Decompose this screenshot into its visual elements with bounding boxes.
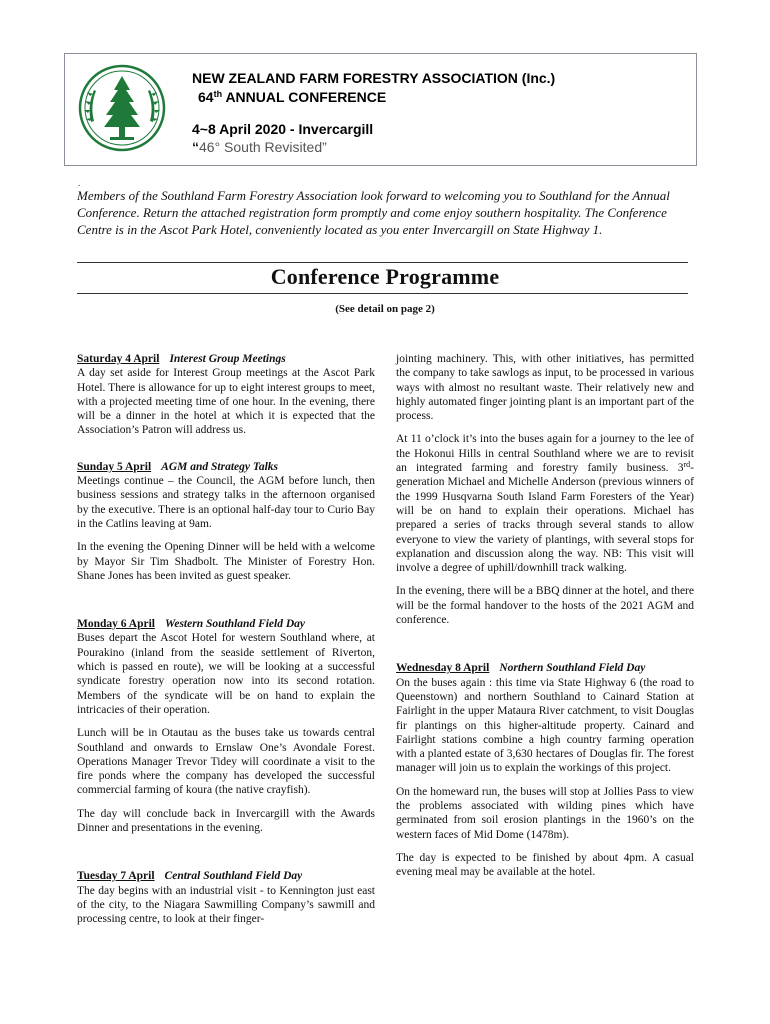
day-theme: AGM and Strategy Talks [161, 460, 278, 473]
day-heading: Saturday 4 April [77, 353, 160, 365]
day-section-sunday [77, 460, 375, 583]
right-column [396, 352, 694, 880]
divider-top [77, 262, 688, 263]
day-paragraph: Meetings continue – the Council, the AGM before lunch, then business sessions and strategy talks in the afternoon organised by the executive. There is an optional half-day tour to Curio Bay in the Catlins leaving at 9am. [77, 475, 375, 530]
day-paragraph: jointing machinery. This, with other initiatives, has permitted the company to take sawlogs as input, to be processed in various ways with almost no resultant waste. Their relatively new and highly automated finger jointing plant is an important part of the process. [396, 353, 694, 423]
day-theme: Northern Southland Field Day [499, 662, 646, 675]
association-title: NEW ZEALAND FARM FORESTRY ASSOCIATION (Inc.) [192, 70, 556, 86]
day-paragraph: A day set aside for Interest Group meetings at the Ascot Park Hotel. There is allowance for up to eight interest groups to meet, with a projected meeting time of one hour. In the evening, there will be a dinner in the hotel at which it is expected that the Association’s Patron will address us. [77, 367, 375, 437]
day-paragraph: In the evening, there will be a BBQ dinner at the hotel, and there will be the formal handover to the hosts of the 2021 AGM and conference. [396, 585, 694, 627]
day-paragraph: The day is expected to be finished by about 4pm. A casual evening meal may be available at the hotel. [396, 851, 694, 879]
day-heading: Tuesday 7 April [77, 870, 155, 883]
conference-subtitle: “46° South Revisited” [192, 139, 327, 155]
day-paragraph: The day will conclude back in Invercargill with the Awards Dinner and presentations in the evening. [77, 807, 375, 835]
day-paragraph: Buses depart the Ascot Hotel for western Southland where, at Pourakino (inland from the seaside settlement of Riverton, which is passed en route), we will be looking at a successful syndicate forestry operation now into its second rotation. Members of the syndicate will be on hand to explain the intricacies of their operation. [77, 632, 375, 716]
stray-dot: . [78, 178, 81, 188]
day-heading: Wednesday 8 April [396, 662, 490, 675]
day-heading: Monday 6 April [77, 618, 155, 631]
divider-bottom [77, 293, 688, 294]
day-paragraph: Lunch will be in Otautau as the buses take us towards central Southland and onwards to Ernslaw One’s Avondale Forest. Operations Manager Trevor Tidey will coordinate a visit to the fire ponds where the company has developed the successful commercial farming of koura (the native crayfish). [77, 727, 375, 797]
page-title: Conference Programme [270, 264, 500, 289]
left-column [77, 352, 375, 927]
day-section-wednesday [396, 661, 694, 879]
day-theme: Central Southland Field Day [164, 870, 303, 883]
day-paragraph: On the homeward run, the buses will stop at Jollies Pass to view the problems associated with wilding pines which have germinated from soil erosion plantings in the 1960’s on the western faces of Mid Dome (1478m). [396, 785, 694, 841]
day-section-monday [77, 617, 375, 835]
day-paragraph: In the evening the Opening Dinner will be held with a welcome by Mayor Sir Tim Shadbolt. The Minister of Forestry Hon. Shane Jones has been invited as guest speaker. [77, 541, 375, 582]
day-heading: Sunday 5 April [77, 460, 152, 473]
day-section-saturday [77, 352, 375, 438]
day-theme: Interest Group Meetings [169, 353, 286, 365]
day-theme: Western Southland Field Day [164, 618, 306, 631]
day-section-tuesday [77, 869, 375, 926]
day-paragraph: On the buses again : this time via State Highway 6 (the road to Queenstown) and northern Southland to Cainard Station at Fairlight in the upper Mataura River catchment, to visit Douglas fir plantings on this higher-altitude property. Cainard and Fairlight stations combine a high country farming operation with a planted estate of 3,630 hectares of Douglas fir. The forest manager will join us to explain the workings of this project. [396, 676, 694, 775]
tree-logo-icon [78, 64, 166, 152]
conference-dates: 4~8 April 2020 - Invercargill [192, 121, 374, 137]
intro-paragraph: Members of the Southland Farm Forestry Association look forward to welcoming you to Southland for the Annual Conference. Return the attached registration form promptly and come enjoy southern hospitality. The Conference Centre is in the Ascot Park Hotel, conveniently located as you enter Invercargill on State Highway 1. [77, 188, 670, 237]
conference-number: 64th ANNUAL CONFERENCE [198, 89, 387, 105]
page-subtitle: (See detail on page 2) [335, 303, 435, 315]
day-paragraph: At 11 o’clock it’s into the buses again for a journey to the lee of the Hokonui Hills in central Southland where we are to revisit an integrated farming and forestry family business. 3rd-generation Michael and Michelle Anderson (previous winners of the 1999 Husqvarna South Island Farm Foresters of the Year) will be on hand to explain their operations. Michael has prepared a series of tracks through several stands to allow everyone to view the variety of plantings, with several stops for explanation and discussion along the way. NB: This visit will involve a degree of uphill/downhill track walking. [396, 433, 694, 575]
day-paragraph: The day begins with an industrial visit - to Kennington just east of the city, to the Niagara Sawmilling Company’s sawmill and processing centre, to look at their finger- [77, 884, 375, 926]
